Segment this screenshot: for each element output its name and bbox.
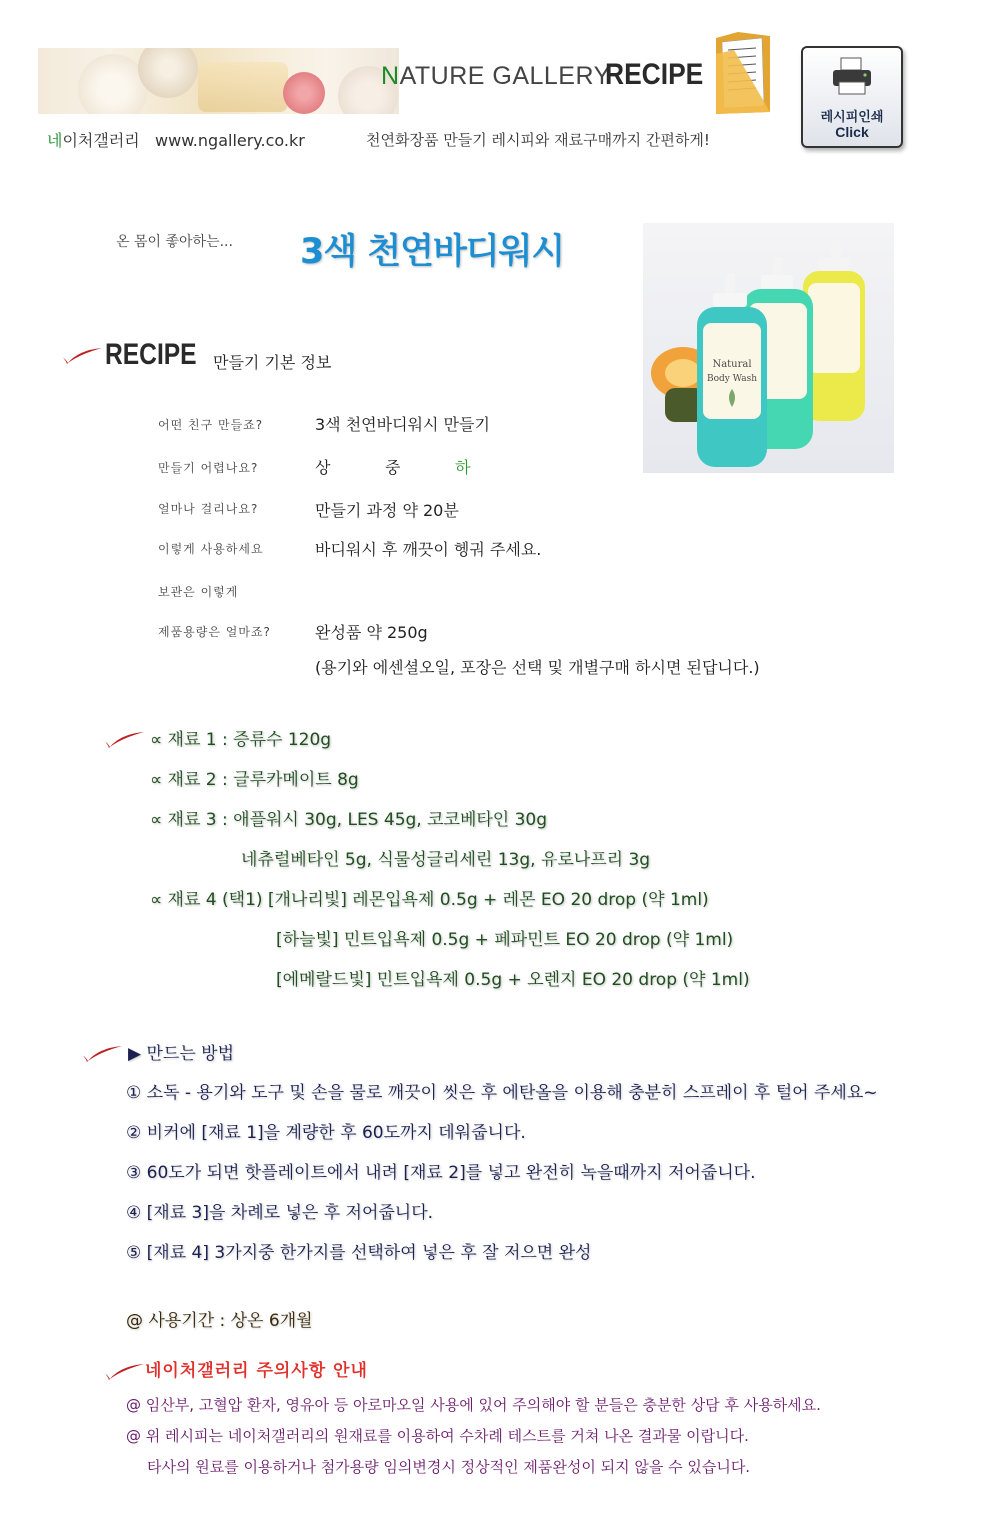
header-recipe-label: RECIPE [605,58,704,91]
recipe-print-button[interactable] [801,46,903,148]
print-button-click: Click [835,124,869,140]
method-step: ③ 60도가 되면 핫플레이트에서 내려 [재료 2]를 넣고 완전히 녹을때까지 저어줍니다. [126,1163,756,1183]
info-answer: 바디워시 후 깨끗이 헹궈 주세요. [315,540,542,559]
recipe-section-title: RECIPE [105,338,197,371]
product-photo [643,223,894,473]
pre-title: 온 몸이 좋아하는... [116,234,233,250]
info-answer: 완성품 약 250g [315,623,428,642]
info-question: 이렇게 사용하세요 [158,542,264,556]
checkmark-icon [100,1362,146,1382]
info-answer: 3색 천연바디워시 만들기 [315,415,490,434]
difficulty-low: 하 [455,458,471,477]
site-info [47,128,305,151]
material-item: [에메랄드빛] 민트입욕제 0.5g + 오렌지 EO 20 drop (약 1ml) [276,970,750,990]
info-note: (용기와 에센셜오일, 포장은 선택 및 개별구매 하시면 된답니다.) [315,658,760,677]
difficulty-scale [315,455,525,478]
header-banner-image [38,48,399,114]
difficulty-high: 상 [315,458,331,477]
printer-icon [831,56,873,96]
brand-title [381,62,611,91]
info-question: 만들기 어렵나요? [158,461,259,475]
folder-icon [712,28,774,116]
brand-rest: ATURE GALLERY [399,62,611,90]
difficulty-mid: 중 [385,458,401,477]
method-step: ② 비커에 [재료 1]을 계량한 후 60도까지 데워줍니다. [126,1123,526,1143]
material-item: ∝ 재료 2 : 글루카메이트 8g [150,770,359,790]
material-item: 네츄럴베타인 5g, 식물성글리세린 13g, 유로나프리 3g [241,850,651,870]
checkmark-icon [58,346,104,366]
site-name: 이처갤러리 [62,131,140,150]
checkmark-icon [100,730,146,750]
method-step: ④ [재료 3]을 차례로 넣은 후 저어줍니다. [126,1203,434,1223]
info-question: 어떤 친구 만들죠? [158,418,264,432]
body-wash-bottles-image [643,223,894,473]
bottle-label-1: Natural [712,359,752,370]
material-item: ∝ 재료 4 (택1) [개나리빛] 레몬입욕제 0.5g + 레몬 EO 20 drop (약 1ml) [150,890,709,910]
site-name-initial: 네 [47,131,63,150]
notice-item: 타사의 원료를 이용하거나 첨가용량 임의변경시 정상적인 제품완성이 되지 않을 수 있습니다. [147,1458,751,1476]
method-step: ① 소독 - 용기와 도구 및 손을 물로 깨끗이 씻은 후 에탄올을 이용해 충분히 스프레이 후 털어 주세요~ [126,1083,878,1103]
bottle-label-2: Body Wash [707,374,757,384]
method-step: ⑤ [재료 4] 3가지중 한가지를 선택하여 넣은 후 잘 저으면 완성 [126,1243,592,1263]
site-url-link[interactable]: www.ngallery.co.kr [155,131,305,150]
info-question: 제품용량은 얼마죠? [158,625,271,639]
notice-item: @ 위 레시피는 네이처갤러리의 원재료를 이용하여 수차례 테스트를 거쳐 나온 결과물 이랍니다. [126,1427,749,1445]
brand-initial: N [381,62,400,90]
usage-period: @ 사용기간 : 상온 6개월 [126,1311,313,1331]
print-button-label: 레시피인쇄 [820,110,884,125]
info-question: 얼마나 걸리나요? [158,502,259,516]
recipe-section-subtitle: 만들기 기본 정보 [213,353,332,372]
material-item: ∝ 재료 1 : 증류수 120g [150,730,332,750]
info-question: 보관은 이렇게 [158,585,239,599]
page-title: 3색 천연바디워시 [300,232,565,272]
material-item: [하늘빛] 민트입욕제 0.5g + 페파민트 EO 20 drop (약 1ml) [276,930,734,950]
method-heading: ▶ 만드는 방법 [128,1044,234,1064]
material-item: ∝ 재료 3 : 애플워시 30g, LES 45g, 코코베타인 30g [150,810,548,830]
notice-item: @ 임산부, 고혈압 환자, 영유아 등 아로마오일 사용에 있어 주의해야 할 분들은 충분한 상담 후 사용하세요. [126,1396,821,1414]
tagline: 천연화장품 만들기 레시피와 재료구매까지 간편하게! [366,131,710,149]
notice-heading: 네이처갤러리 주의사항 안내 [145,1361,368,1381]
checkmark-icon [78,1044,124,1064]
info-answer: 만들기 과정 약 20분 [315,501,459,520]
